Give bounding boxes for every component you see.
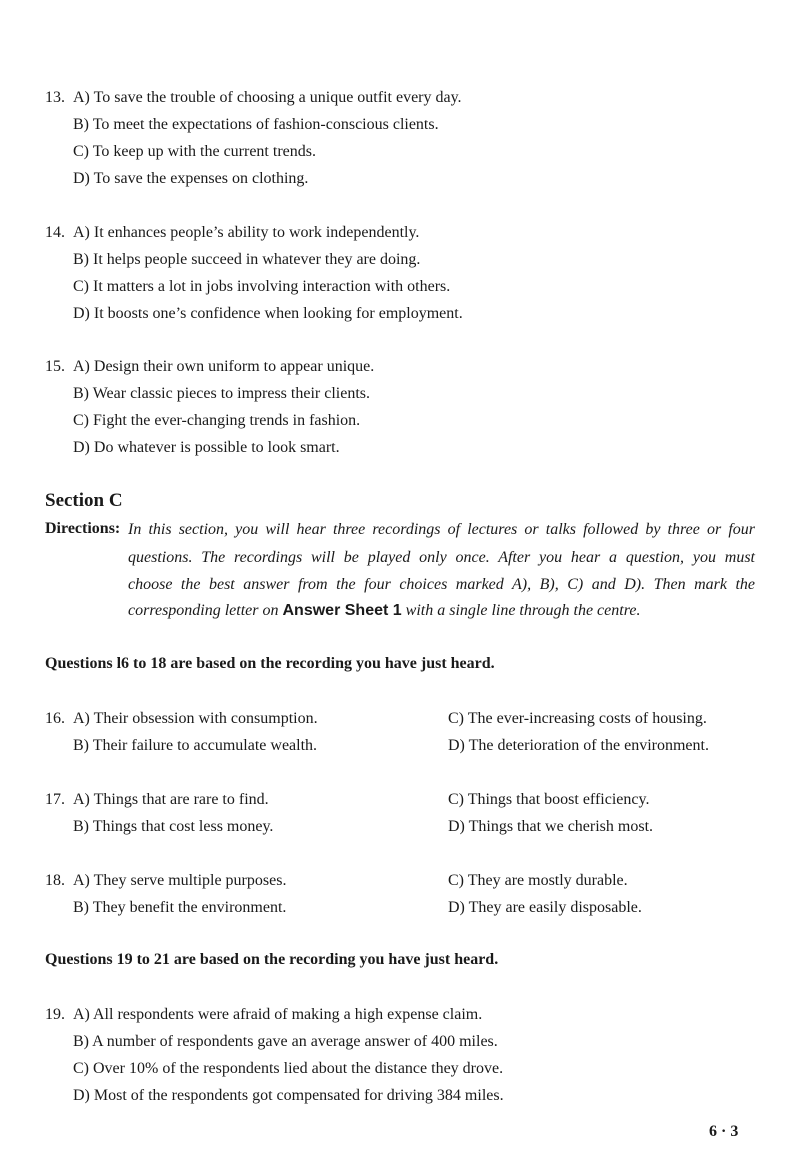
question-18-option-b[interactable]: B) They benefit the environment.: [73, 899, 287, 916]
question-16-option-a[interactable]: A) Their obsession with consumption.: [73, 710, 318, 727]
question-16-option-b[interactable]: B) Their failure to accumulate wealth.: [73, 737, 318, 754]
question-17-option-b[interactable]: B) Things that cost less money.: [73, 818, 274, 835]
question-18-option-a[interactable]: A) They serve multiple purposes.: [73, 872, 287, 889]
question-13-option-a[interactable]: A) To save the trouble of choosing a unique outfit every day.: [73, 89, 462, 106]
directions-line-4-end: with a single line through the centre.: [405, 602, 641, 619]
page-number: 6 · 3: [709, 1123, 739, 1140]
directions-line-4-start: corresponding letter on: [128, 602, 279, 619]
question-19-option-d[interactable]: D) Most of the respondents got compensated for driving 384 miles.: [73, 1087, 504, 1104]
question-15-option-c[interactable]: C) Fight the ever-changing trends in fashion.: [73, 412, 361, 429]
question-18-option-d[interactable]: D) They are easily disposable.: [448, 899, 642, 916]
question-13-option-c[interactable]: C) To keep up with the current trends.: [73, 143, 316, 160]
question-14-option-b[interactable]: B) It helps people succeed in whatever they are doing.: [73, 251, 421, 268]
question-14-option-d[interactable]: D) It boosts one’s confidence when looking for employment.: [73, 305, 463, 322]
question-16-option-d[interactable]: D) The deterioration of the environment.: [448, 737, 709, 754]
question-14-option-a[interactable]: A) It enhances people’s ability to work independently.: [73, 224, 420, 241]
question-17-option-c[interactable]: C) Things that boost efficiency.: [448, 791, 650, 808]
question-16-number: 16.: [45, 710, 65, 727]
question-14-option-c[interactable]: C) It matters a lot in jobs involving interaction with others.: [73, 278, 451, 295]
directions-line-3: choose the best answer from the four choices marked A), B), C) and D). Then mark the: [128, 576, 755, 593]
question-19-option-b[interactable]: B) A number of respondents gave an average answer of 400 miles.: [73, 1033, 498, 1050]
question-18-option-c[interactable]: C) They are mostly durable.: [448, 872, 628, 889]
question-15-option-b[interactable]: B) Wear classic pieces to impress their clients.: [73, 385, 370, 402]
question-15-option-d[interactable]: D) Do whatever is possible to look smart.: [73, 439, 340, 456]
question-18-number: 18.: [45, 872, 65, 889]
directions-line-2: questions. The recordings will be played only once. After you hear a question, you must: [128, 549, 755, 566]
questions-16-18-heading: Questions l6 to 18 are based on the recording you have just heard.: [45, 655, 495, 672]
directions-label: Directions:: [45, 520, 121, 537]
question-13-option-b[interactable]: B) To meet the expectations of fashion-conscious clients.: [73, 116, 439, 133]
directions-line-1: In this section, you will hear three recordings of lectures or talks followed by three or four: [128, 521, 755, 538]
question-17-number: 17.: [45, 791, 65, 808]
directions-line-4: [128, 601, 640, 621]
questions-19-21-heading: Questions 19 to 21 are based on the recording you have just heard.: [45, 951, 499, 968]
question-16-option-c[interactable]: C) The ever-increasing costs of housing.: [448, 710, 707, 727]
question-14-number: 14.: [45, 224, 65, 241]
section-c-title: Section C: [45, 490, 123, 511]
question-15-option-a[interactable]: A) Design their own uniform to appear unique.: [73, 358, 375, 375]
question-17-option-d[interactable]: D) Things that we cherish most.: [448, 818, 654, 835]
answer-sheet-label: Answer Sheet 1: [282, 602, 402, 619]
question-19-number: 19.: [45, 1006, 65, 1023]
question-17-option-a[interactable]: A) Things that are rare to find.: [73, 791, 269, 808]
question-15-number: 15.: [45, 358, 65, 375]
question-19-option-a[interactable]: A) All respondents were afraid of making a high expense claim.: [73, 1006, 483, 1023]
question-19-option-c[interactable]: C) Over 10% of the respondents lied about the distance they drove.: [73, 1060, 504, 1077]
question-13-number: 13.: [45, 89, 65, 106]
question-13-option-d[interactable]: D) To save the expenses on clothing.: [73, 170, 309, 187]
